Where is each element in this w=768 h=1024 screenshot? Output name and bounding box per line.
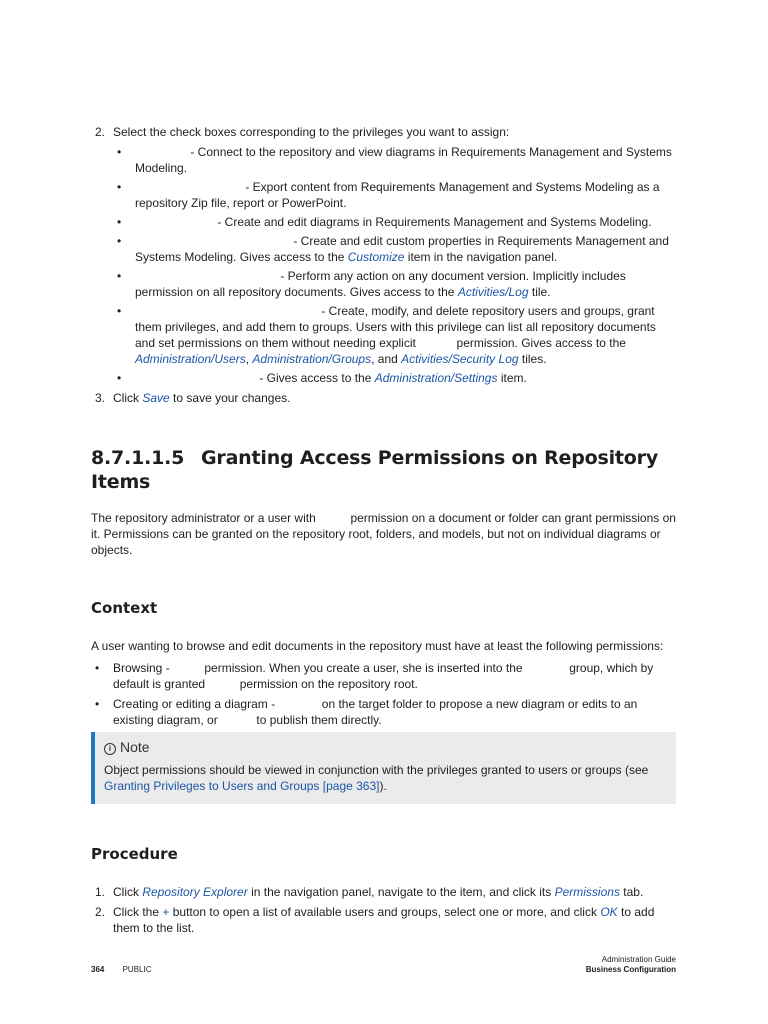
administration-users-link[interactable]: Administration/Users [135,352,246,366]
step-3: 3. Click Save to save your changes. [95,391,291,405]
section-intro: The repository administrator or a user with permission on a document or folder can grant permissions on it. Permissions can be granted on the repository root, folders, and models, but not on individual diagrams or objects. [91,511,676,557]
section-title: Granting Access Permissions on Repository Items [91,447,659,493]
privilege-item: • - Connect to the repository and view diagrams in Requirements Management and Systems Modeling. [117,145,672,175]
procedure-step: 1. Click Repository Explorer in the navigation panel, navigate to the item, and click its Permissions tab. [95,885,644,899]
bullet-icon: • [117,145,122,159]
customize-link[interactable]: Customize [347,250,405,264]
bullet-icon: • [95,697,100,711]
context-heading: Context [91,599,158,617]
footer-right [586,955,676,975]
save-link[interactable]: Save [142,391,170,405]
bullet-icon: • [117,234,122,248]
permissions-tab-link[interactable]: Permissions [554,885,620,899]
procedure-heading: Procedure [91,845,178,863]
step-number: 1. [95,885,106,899]
step-2 [91,124,676,386]
note-title: i Note [104,738,666,756]
bullet-icon: • [117,304,122,318]
footer-left [91,965,168,975]
privilege-item: • - Create and edit diagrams in Requirements Management and Systems Modeling. [117,215,652,229]
repository-explorer-link[interactable]: Repository Explorer [142,885,248,899]
activities-security-log-link[interactable]: Activities/Security Log [401,352,519,366]
administration-groups-link[interactable]: Administration/Groups [252,352,372,366]
classification-label: PUBLIC [122,965,152,974]
bullet-icon: • [95,661,100,675]
context-list [91,660,676,728]
bullet-icon: • [117,269,122,283]
plus-icon[interactable]: + [162,905,170,919]
privilege-item: • - Export content from Requirements Management and Systems Modeling as a repository Zip file, report or PowerPoint. [117,180,660,210]
procedure-step: 2. Click the + button to open a list of available users and groups, select one or more, and click OK to add them to the list. [95,905,655,935]
privilege-item: • - Create, modify, and delete repository users and groups, grant them privileges, and add them to groups. Users with this privilege can list all repository documents and set permissions on them without needing explicit permission. Gives access to the Administration/Users, Administration/Groups, and Activities/Security Log tiles. [117,304,656,366]
step-number: 2. [95,125,106,139]
note-box [91,732,676,804]
bullet-icon: • [117,371,122,385]
step-number: 2. [95,905,106,919]
activities-log-link[interactable]: Activities/Log [457,285,529,299]
bullet-icon: • [117,215,122,229]
context-lead: A user wanting to browse and edit documents in the repository must have at least the following permissions: [91,639,664,653]
privilege-item: • - Perform any action on any document version. Implicitly includes permission on all repository documents. Gives access to the Activities/Log tile. [117,269,626,299]
procedure-list [91,884,676,936]
document-subtitle: Business Configuration [585,965,676,974]
privileges-list [113,144,676,386]
section-heading [91,446,676,494]
privilege-item: • - Gives access to the Administration/Settings item. [117,371,527,385]
steps-list [91,124,676,406]
context-item: • Browsing - permission. When you create a user, she is inserted into the group, which by default is granted permission on the repository root. [95,661,654,691]
context-item: • Creating or editing a diagram - on the target folder to propose a new diagram or edits to an existing diagram, or to publish them directly. [95,697,638,727]
section-number: 8.7.1.1.5 [91,447,185,469]
ok-link[interactable]: OK [600,905,618,919]
step-number: 3. [95,391,106,405]
step-text: Select the check boxes corresponding to the privileges you want to assign: [113,125,510,139]
administration-settings-link[interactable]: Administration/Settings [374,371,498,385]
privilege-item: • - Create and edit custom properties in Requirements Management and Systems Modeling. Gives access to the Customize item in the navigation panel. [117,234,669,264]
page-number: 364 [91,965,105,974]
bullet-icon: • [117,180,122,194]
info-icon: i [104,743,116,755]
note-text: Object permissions should be viewed in conjunction with the privileges granted to users or groups (see Granting Privileges to Users and Groups [page 363]). [104,763,649,793]
granting-privileges-link[interactable]: Granting Privileges to Users and Groups [page 363] [104,779,380,793]
page-content [91,124,676,940]
document-title: Administration Guide [601,955,676,964]
